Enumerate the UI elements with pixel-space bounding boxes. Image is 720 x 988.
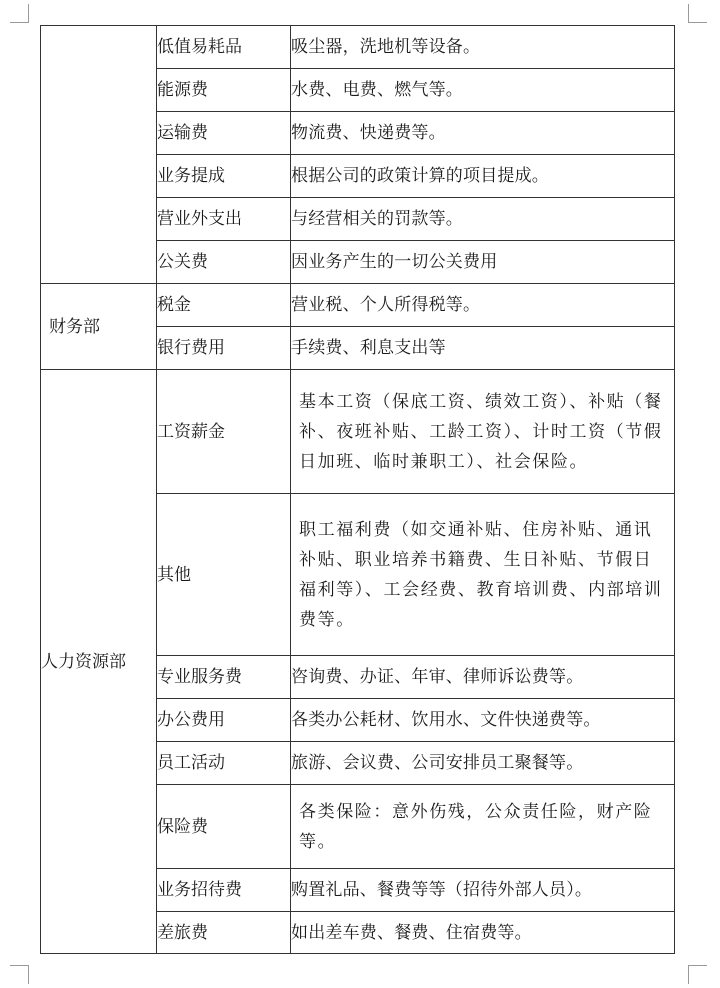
item-cell: 其他 <box>157 494 291 656</box>
item-cell: 办公费用 <box>157 699 291 742</box>
desc-cell: 如出差车费、餐费、住宿费等。 <box>291 912 675 954</box>
item-cell: 业务招待费 <box>157 869 291 912</box>
item-cell: 专业服务费 <box>157 656 291 699</box>
desc-cell: 因业务产生的一切公关费用 <box>291 241 675 284</box>
item-cell: 工资薪金 <box>157 370 291 494</box>
item-cell: 税金 <box>157 284 291 327</box>
desc-cell: 各类办公耗材、饮用水、文件快递费等。 <box>291 699 675 742</box>
item-cell: 差旅费 <box>157 912 291 954</box>
item-cell: 保险费 <box>157 785 291 869</box>
desc-cell: 各类保险：意外伤残，公众责任险，财产险等。 <box>291 785 675 869</box>
dept-cell <box>41 26 157 284</box>
desc-cell: 吸尘器，洗地机等设备。 <box>291 26 675 69</box>
desc-cell: 购置礼品、餐费等等（招待外部人员）。 <box>291 869 675 912</box>
item-cell: 公关费 <box>157 241 291 284</box>
desc-cell: 基本工资（保底工资、绩效工资）、补贴（餐补、夜班补贴、工龄工资）、计时工资（节假日加班、临时兼职工）、社会保险。 <box>291 370 675 494</box>
item-cell: 业务提成 <box>157 155 291 198</box>
desc-cell: 手续费、利息支出等 <box>291 327 675 370</box>
dept-cell-hr: 人力资源部 <box>41 370 157 954</box>
crop-mark-bottom-left <box>10 965 29 984</box>
desc-cell: 物流费、快递费等。 <box>291 112 675 155</box>
item-cell: 银行费用 <box>157 327 291 370</box>
dept-cell-finance: 财务部 <box>41 284 157 370</box>
expense-category-table <box>40 25 675 954</box>
desc-cell: 水费、电费、燃气等。 <box>291 69 675 112</box>
item-cell: 员工活动 <box>157 742 291 785</box>
table-row <box>41 26 675 69</box>
desc-cell: 根据公司的政策计算的项目提成。 <box>291 155 675 198</box>
item-cell: 能源费 <box>157 69 291 112</box>
table-row <box>41 370 675 494</box>
desc-cell: 与经营相关的罚款等。 <box>291 198 675 241</box>
desc-cell: 营业税、个人所得税等。 <box>291 284 675 327</box>
crop-mark-top-right <box>688 4 707 23</box>
item-cell: 运输费 <box>157 112 291 155</box>
desc-cell: 职工福利费（如交通补贴、住房补贴、通讯补贴、职业培养书籍费、生日补贴、节假日福利等）、工会经费、教育培训费、内部培训费等。 <box>291 494 675 656</box>
desc-cell: 旅游、会议费、公司安排员工聚餐等。 <box>291 742 675 785</box>
desc-cell: 咨询费、办证、年审、律师诉讼费等。 <box>291 656 675 699</box>
item-cell: 低值易耗品 <box>157 26 291 69</box>
crop-mark-top-left <box>10 4 29 23</box>
item-cell: 营业外支出 <box>157 198 291 241</box>
crop-mark-bottom-right <box>688 965 707 984</box>
table-row <box>41 284 675 327</box>
